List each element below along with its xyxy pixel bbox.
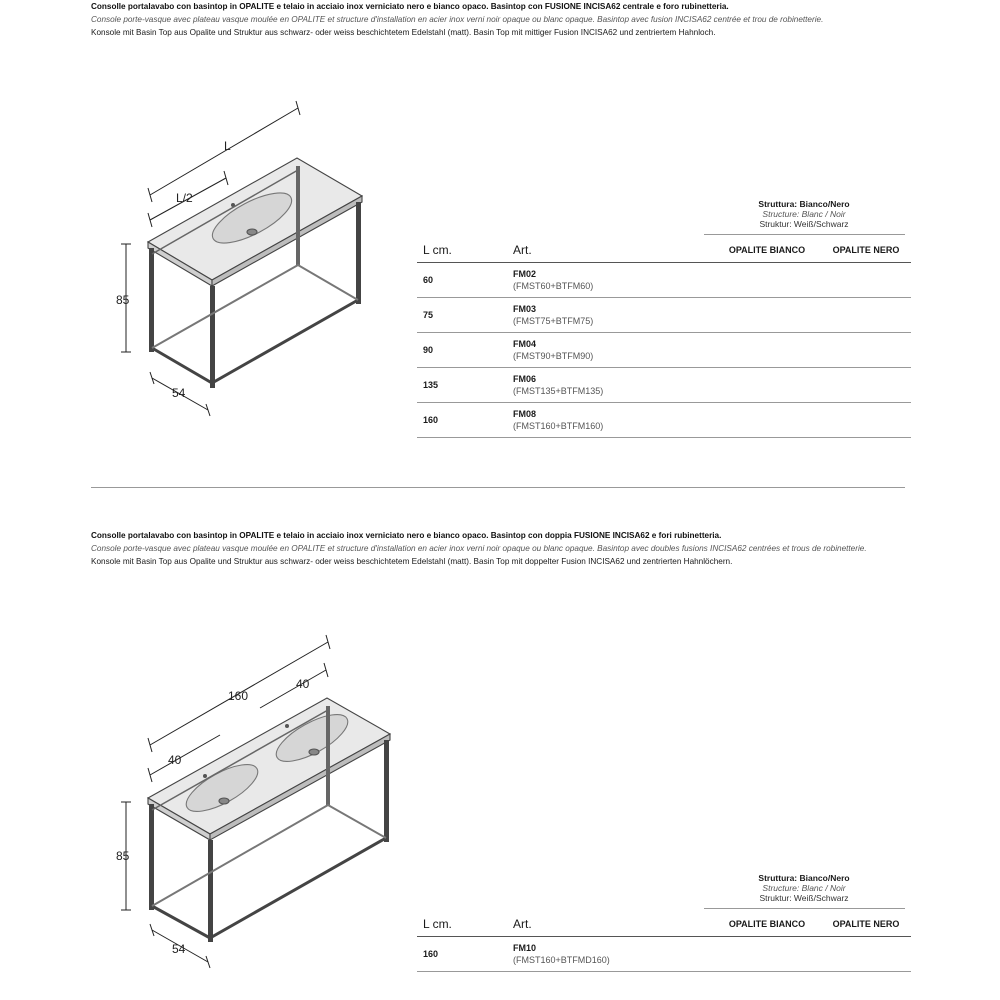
row-l: 75 xyxy=(423,310,434,320)
table-row xyxy=(417,937,911,972)
table-row xyxy=(417,403,911,438)
section1-dim-half: L/2 xyxy=(176,191,193,205)
row-l: 160 xyxy=(423,415,439,425)
section2-dim-right: 40 xyxy=(296,677,310,691)
header-opalite-bianco: OPALITE BIANCO xyxy=(728,245,806,255)
section1-structure-rule xyxy=(704,234,905,235)
header-opalite-bianco: OPALITE BIANCO xyxy=(728,919,806,929)
section1-dim-length: L xyxy=(224,139,231,153)
row-code: FM02 xyxy=(513,269,537,279)
row-sub: (FMST135+BTFM135) xyxy=(513,386,604,396)
row-sub: (FMST90+BTFM90) xyxy=(513,351,594,361)
section-divider xyxy=(91,487,905,488)
section1-title-fr: Console porte-vasque avec plateau vasque moulée en OPALITE et structure d'installation en acier inox verni noir opaque ou blanc opaque. Basintop avec fusion INCISA62 centrée et trou de robinetterie. xyxy=(91,15,824,24)
section1-structure-label xyxy=(704,199,904,229)
row-sub: (FMST75+BTFM75) xyxy=(513,316,594,326)
row-code: FM06 xyxy=(513,374,537,384)
table-row xyxy=(417,298,911,333)
header-l: L cm. xyxy=(423,917,452,931)
section2-description xyxy=(91,531,911,570)
section2-title-it: Consolle portalavabo con basintop in OPALITE e telaio in acciaio inox verniciato nero e bianco opaco. Basintop con doppia FUSIONE INCISA62 e fori rubinetteria. xyxy=(91,531,722,540)
row-l: 60 xyxy=(423,275,434,285)
section1-dim-depth: 54 xyxy=(172,386,186,400)
header-art: Art. xyxy=(513,917,532,931)
table-header-row xyxy=(417,238,911,263)
section1-product-drawing xyxy=(100,90,400,430)
header-opalite-nero: OPALITE NERO xyxy=(832,919,900,929)
section1-description xyxy=(91,2,911,41)
table-row xyxy=(417,368,911,403)
section2-dim-left: 40 xyxy=(168,753,182,767)
row-code: FM04 xyxy=(513,339,537,349)
section2-structure-rule xyxy=(704,908,905,909)
section1-structure-de: Struktur: Weiß/Schwarz xyxy=(759,219,849,229)
row-code: FM10 xyxy=(513,943,537,953)
section2-dim-length: 160 xyxy=(228,689,249,703)
section1-title-de: Konsole mit Basin Top aus Opalite und Struktur aus schwarz- oder weiss beschichtetem Edelstahl (matt). Basin Top mit mittiger Fusion INCISA62 und zentriertem Hahnloch. xyxy=(91,28,716,37)
section2-dim-depth: 54 xyxy=(172,942,186,956)
header-l: L cm. xyxy=(423,243,452,257)
row-sub: (FMST160+BTFM160) xyxy=(513,421,604,431)
section1-structure-it: Struttura: Bianco/Nero xyxy=(758,199,850,209)
row-code: FM03 xyxy=(513,304,537,314)
table-row xyxy=(417,333,911,368)
section2-structure-it: Struttura: Bianco/Nero xyxy=(758,873,850,883)
section2-title-de: Konsole mit Basin Top aus Opalite und Struktur aus schwarz- oder weiss beschichtetem Edelstahl (matt). Basin Top mit doppelter Fusion INCISA62 und zentrierten Hahnlöchern. xyxy=(91,557,733,566)
section1-dim-height: 85 xyxy=(116,293,130,307)
header-art: Art. xyxy=(513,243,532,257)
table-header-row xyxy=(417,912,911,937)
section1-structure-fr: Structure: Blanc / Noir xyxy=(762,209,846,219)
header-opalite-nero: OPALITE NERO xyxy=(832,245,900,255)
section2-title-fr: Console porte-vasque avec plateau vasque moulée en OPALITE et structure d'installation en acier inox verni noir opaque ou blanc opaque. Basintop avec doubles fusions INCISA62 centrées et trous de robinetterie. xyxy=(91,544,867,553)
row-l: 135 xyxy=(423,380,439,390)
section2-structure-de: Struktur: Weiß/Schwarz xyxy=(759,893,849,903)
section2-structure-fr: Structure: Blanc / Noir xyxy=(762,883,846,893)
section2-dim-height: 85 xyxy=(116,849,130,863)
row-l: 90 xyxy=(423,345,434,355)
section2-product-drawing xyxy=(100,630,410,975)
row-sub: (FMST160+BTFMD160) xyxy=(513,955,610,965)
row-l: 160 xyxy=(423,949,439,959)
table-row xyxy=(417,263,911,298)
row-code: FM08 xyxy=(513,409,537,419)
section2-structure-label xyxy=(704,873,904,903)
section1-title-it: Consolle portalavabo con basintop in OPALITE e telaio in acciaio inox verniciato nero e bianco opaco. Basintop con FUSIONE INCISA62 centrale e foro rubinetteria. xyxy=(91,2,729,11)
section1-spec-table xyxy=(417,238,911,438)
section2-spec-table xyxy=(417,912,911,972)
row-sub: (FMST60+BTFM60) xyxy=(513,281,594,291)
